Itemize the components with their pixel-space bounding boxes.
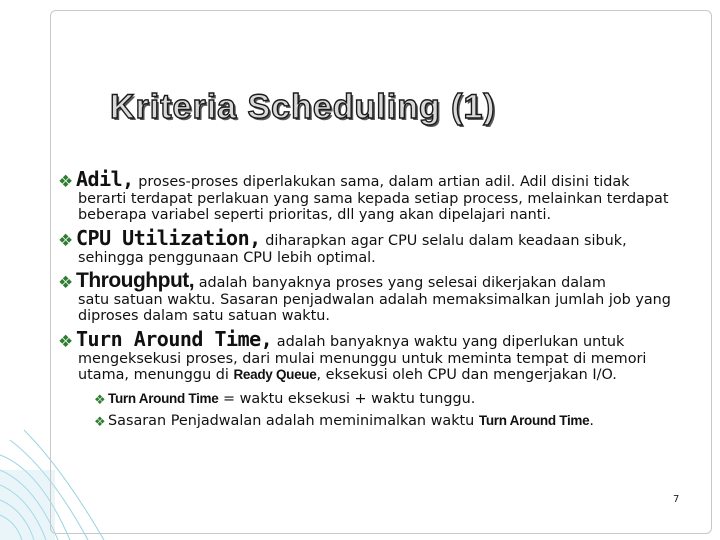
term: CPU Utilization, <box>76 226 261 250</box>
item-text: diharapkan agar CPU selalu dalam keadaan sibuk, <box>260 233 627 249</box>
term: Throughput, <box>76 269 195 292</box>
green-diamond-bullet-icon: ❖ <box>94 393 106 408</box>
continuation-text-end: , eksekusi oleh CPU dan mengerjakan I/O. <box>316 367 617 383</box>
sub-text: = waktu eksekusi + waktu tunggu. <box>218 391 476 407</box>
green-diamond-bullet-icon: ❖ <box>58 332 74 352</box>
list-item-cpu-utilization <box>58 226 698 266</box>
sub-term: Turn Around Time <box>478 413 590 428</box>
bullet-list <box>58 167 698 433</box>
sub-text-end: . <box>589 413 594 429</box>
slide-title: Kriteria Scheduling (1) <box>110 88 496 126</box>
sub-term: Turn Around Time <box>108 391 219 406</box>
list-item-adil <box>58 167 698 223</box>
term: Adil, <box>76 167 134 191</box>
ready-queue-term: Ready Queue <box>233 367 317 382</box>
page-number: 7 <box>673 494 680 505</box>
item-text: adalah banyaknya waktu yang diperlukan untuk <box>272 334 625 350</box>
sub-item-goal <box>94 411 698 433</box>
item-continuation: sehingga penggunaan CPU lebih optimal. <box>78 250 376 266</box>
sub-item-formula <box>94 389 698 411</box>
continuation-text: mengeksekusi proses, dari mulai menunggu untuk meminta tempat di memori utama, menunggu di <box>78 351 647 383</box>
item-continuation <box>78 351 698 383</box>
green-diamond-bullet-icon: ❖ <box>58 273 74 293</box>
item-continuation: berarti terdapat perlakuan yang sama kepada setiap process, melainkan terdapat beberapa variabel seperti prioritas, dll yang akan dipelajari nanti. <box>78 191 669 223</box>
sub-text: Sasaran Penjadwalan adalah meminimalkan waktu <box>108 413 479 429</box>
green-diamond-bullet-icon: ❖ <box>58 231 74 251</box>
item-continuation: satu satuan waktu. Sasaran penjadwalan adalah memaksimalkan jumlah job yang diproses dalam satu satuan waktu. <box>78 292 671 324</box>
term: Turn Around Time, <box>76 327 273 351</box>
green-diamond-bullet-icon: ❖ <box>58 172 74 192</box>
item-text: proses-proses diperlakukan sama, dalam artian adil. Adil disini tidak <box>133 174 630 190</box>
green-diamond-bullet-icon: ❖ <box>94 415 106 430</box>
item-text: adalah banyaknya proses yang selesai dikerjakan dalam <box>194 275 606 291</box>
list-item-throughput <box>58 269 698 324</box>
list-item-turn-around-time <box>58 327 698 383</box>
